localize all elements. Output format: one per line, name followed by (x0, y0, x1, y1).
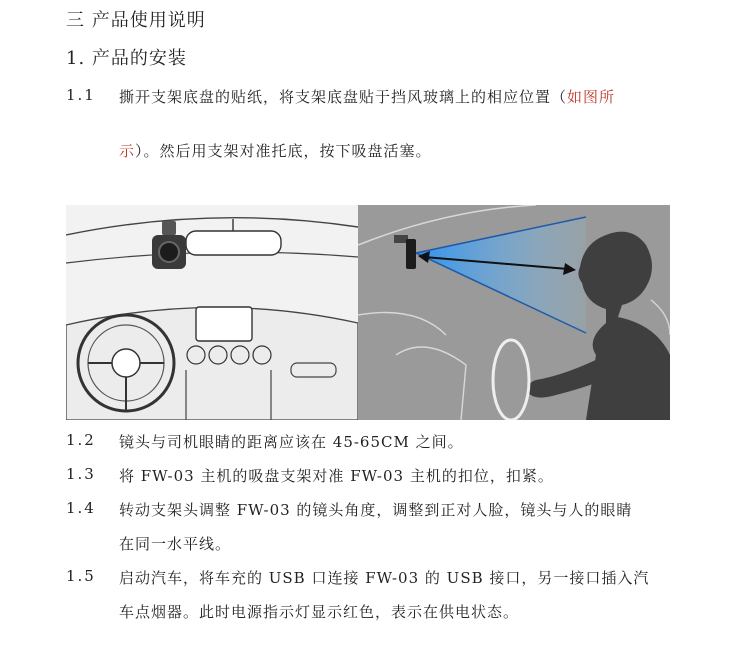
driver-illustration (358, 205, 670, 420)
section-title: 三 产品使用说明 (66, 10, 206, 31)
cockpit-illustration (66, 205, 358, 420)
step-text: 在同一水平线。 (119, 535, 232, 553)
step-number: 1.1 (66, 86, 96, 104)
installation-figure (66, 205, 670, 420)
step-number: 1.5 (66, 567, 96, 585)
step-text: 转动支架头调整 FW-03 的镜头角度，调整到正对人脸，镜头与人的眼睛 (119, 501, 633, 519)
subsection-title: 1. 产品的安装 (66, 48, 187, 69)
step-number: 1.2 (66, 431, 96, 449)
step-text: 镜头与司机眼睛的距离应该在 45-65CM 之间。 (119, 433, 464, 451)
step-text (119, 86, 615, 107)
step-text (119, 140, 432, 161)
step-number: 1.4 (66, 499, 96, 517)
step-text: 车点烟器。此时电源指示灯显示红色，表示在供电状态。 (119, 603, 520, 621)
step-text-red: 示 (119, 142, 136, 160)
step-text: 将 FW-03 主机的吸盘支架对准 FW-03 主机的扣位，扣紧。 (119, 467, 554, 485)
step-text: 启动汽车，将车充的 USB 口连接 FW-03 的 USB 接口，另一接口插入汽 (119, 569, 650, 587)
step-text-part: ）。然后用支架对准托底，按下吸盘活塞。 (135, 142, 432, 160)
step-text-part: 撕开支架底盘的贴纸，将支架底盘贴于挡风玻璃上的相应位置（ (119, 88, 568, 106)
step-text-red: 如图所 (567, 88, 616, 106)
step-number: 1.3 (66, 465, 96, 483)
